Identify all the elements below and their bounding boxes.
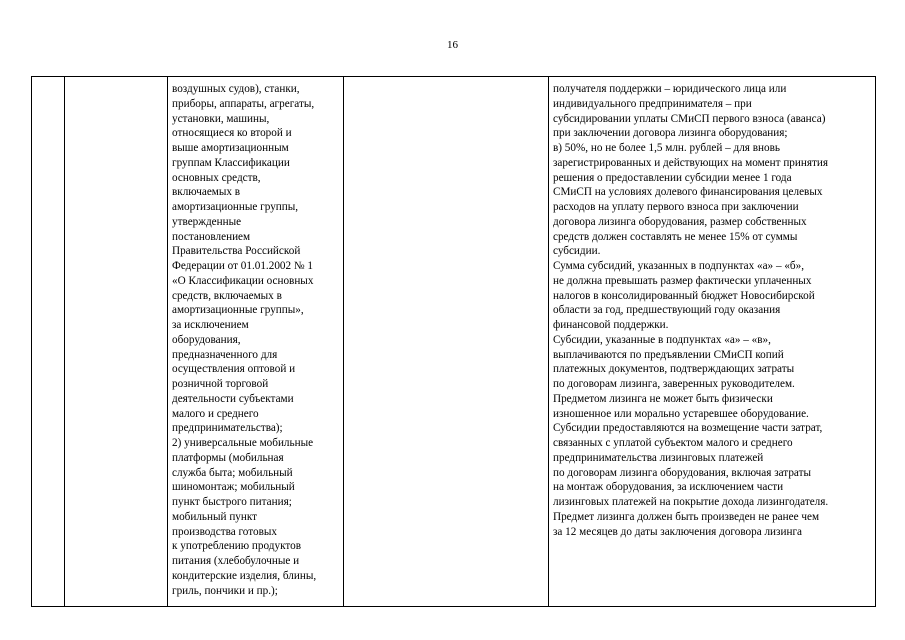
text-line: утвержденные bbox=[172, 215, 242, 228]
text-line: включаемых в bbox=[172, 186, 241, 199]
text-line: основных средств, bbox=[172, 171, 261, 184]
text-line: индивидуального предпринимателя – при bbox=[553, 97, 752, 110]
text-line: выше амортизационным bbox=[172, 142, 289, 154]
text-line: шиномонтаж; мобильный bbox=[172, 481, 295, 494]
text-line: Субсидии, указанные в подпунктах «а» – «в», bbox=[553, 333, 771, 346]
text-line: по договорам лизинга, заверенных руководителем. bbox=[553, 378, 795, 390]
text-line: относящиеся ко второй и bbox=[172, 127, 292, 140]
text-line: договора лизинга оборудования, размер собственных bbox=[553, 215, 807, 228]
text-line: налогов в консолидированный бюджет Новосибирской bbox=[553, 289, 815, 302]
table-column-divider bbox=[167, 77, 168, 606]
text-line: предпринимательства лизинговых платежей bbox=[553, 451, 764, 464]
text-line: амортизационные группы, bbox=[172, 201, 299, 213]
text-line: средств должен составлять не менее 15% от суммы bbox=[553, 230, 798, 243]
text-line: служба быта; мобильный bbox=[172, 466, 293, 479]
text-line: связанных с уплатой субъектом малого и среднего bbox=[553, 437, 793, 449]
text-line: «О Классификации основных bbox=[172, 274, 314, 287]
text-line: группам Классификации bbox=[172, 156, 290, 169]
text-line: Предметом лизинга не может быть физически bbox=[553, 392, 773, 405]
text-line: мобильный пункт bbox=[172, 510, 258, 523]
table-cell-equipment-types bbox=[172, 82, 316, 598]
text-line: оборудования, bbox=[172, 333, 241, 346]
text-line: Предмет лизинга должен быть произведен не ранее чем bbox=[553, 510, 820, 523]
text-line: выплачиваются по предъявлении СМиСП копий bbox=[553, 348, 784, 361]
text-line: при заключении договора лизинга оборудования; bbox=[553, 127, 788, 140]
text-line: предпринимательства); bbox=[172, 422, 283, 435]
text-line: кондитерские изделия, блины, bbox=[172, 569, 317, 582]
text-line: гриль, пончики и пр.); bbox=[172, 584, 278, 597]
document-table bbox=[31, 76, 876, 607]
text-line: предназначенного для bbox=[172, 348, 278, 361]
text-line: в) 50%, но не более 1,5 млн. рублей – для вновь bbox=[553, 142, 780, 154]
text-line: Субсидии предоставляются на возмещение части затрат, bbox=[553, 422, 823, 435]
table-cell-subsidy-conditions bbox=[553, 82, 828, 539]
text-line: амортизационные группы», bbox=[172, 304, 304, 317]
text-line: лизинговых платежей на покрытие дохода лизингодателя. bbox=[553, 496, 829, 508]
text-line: за 12 месяцев до даты заключения договора лизинга bbox=[553, 525, 802, 538]
table-column-divider bbox=[64, 77, 65, 606]
text-line: решения о предоставлении субсидии менее 1 года bbox=[553, 171, 792, 184]
text-line: платформы (мобильная bbox=[172, 451, 284, 464]
text-line: зарегистрированных и действующих на момент принятия bbox=[553, 156, 829, 169]
text-line: деятельности субъектами bbox=[172, 392, 294, 405]
text-line: осуществления оптовой и bbox=[172, 363, 296, 376]
text-line: Правительства Российской bbox=[172, 245, 301, 258]
text-line: финансовой поддержки. bbox=[553, 319, 669, 331]
text-line: производства готовых bbox=[172, 525, 277, 538]
text-line: воздушных судов), станки, bbox=[172, 83, 300, 95]
text-line: расходов на уплату первого взноса при заключении bbox=[553, 201, 799, 213]
text-line: установки, машины, bbox=[172, 112, 270, 125]
text-line: не должна превышать размер фактически уплаченных bbox=[553, 274, 812, 287]
text-line: средств, включаемых в bbox=[172, 289, 282, 302]
page-number: 16 bbox=[447, 39, 458, 51]
table-column-divider bbox=[343, 77, 344, 606]
text-line: питания (хлебобулочные и bbox=[172, 555, 300, 567]
text-line: малого и среднего bbox=[172, 407, 259, 420]
text-line: получателя поддержки – юридического лица или bbox=[553, 83, 787, 95]
text-line: области за год, предшествующий году оказания bbox=[553, 304, 781, 317]
text-line: субсидии. bbox=[553, 245, 601, 258]
text-line: розничной торговой bbox=[172, 378, 269, 390]
text-line: к употреблению продуктов bbox=[172, 540, 301, 553]
text-line: на монтаж оборудования, за исключением части bbox=[553, 481, 784, 494]
text-line: субсидировании уплаты СМиСП первого взноса (аванса) bbox=[553, 112, 826, 125]
text-line: приборы, аппараты, агрегаты, bbox=[172, 97, 315, 110]
text-line: Сумма субсидий, указанных в подпунктах «а» – «б», bbox=[553, 260, 805, 272]
text-line: 2) универсальные мобильные bbox=[172, 437, 314, 449]
text-line: пункт быстрого питания; bbox=[172, 496, 292, 508]
text-line: за исключением bbox=[172, 319, 249, 331]
text-line: постановлением bbox=[172, 230, 251, 243]
table-column-divider bbox=[548, 77, 549, 606]
text-line: Федерации от 01.01.2002 № 1 bbox=[172, 260, 313, 272]
text-line: платежных документов, подтверждающих затраты bbox=[553, 363, 795, 376]
text-line: СМиСП на условиях долевого финансирования целевых bbox=[553, 186, 823, 199]
text-line: по договорам лизинга оборудования, включая затраты bbox=[553, 466, 811, 479]
text-line: изношенное или морально устаревшее оборудование. bbox=[553, 407, 809, 420]
